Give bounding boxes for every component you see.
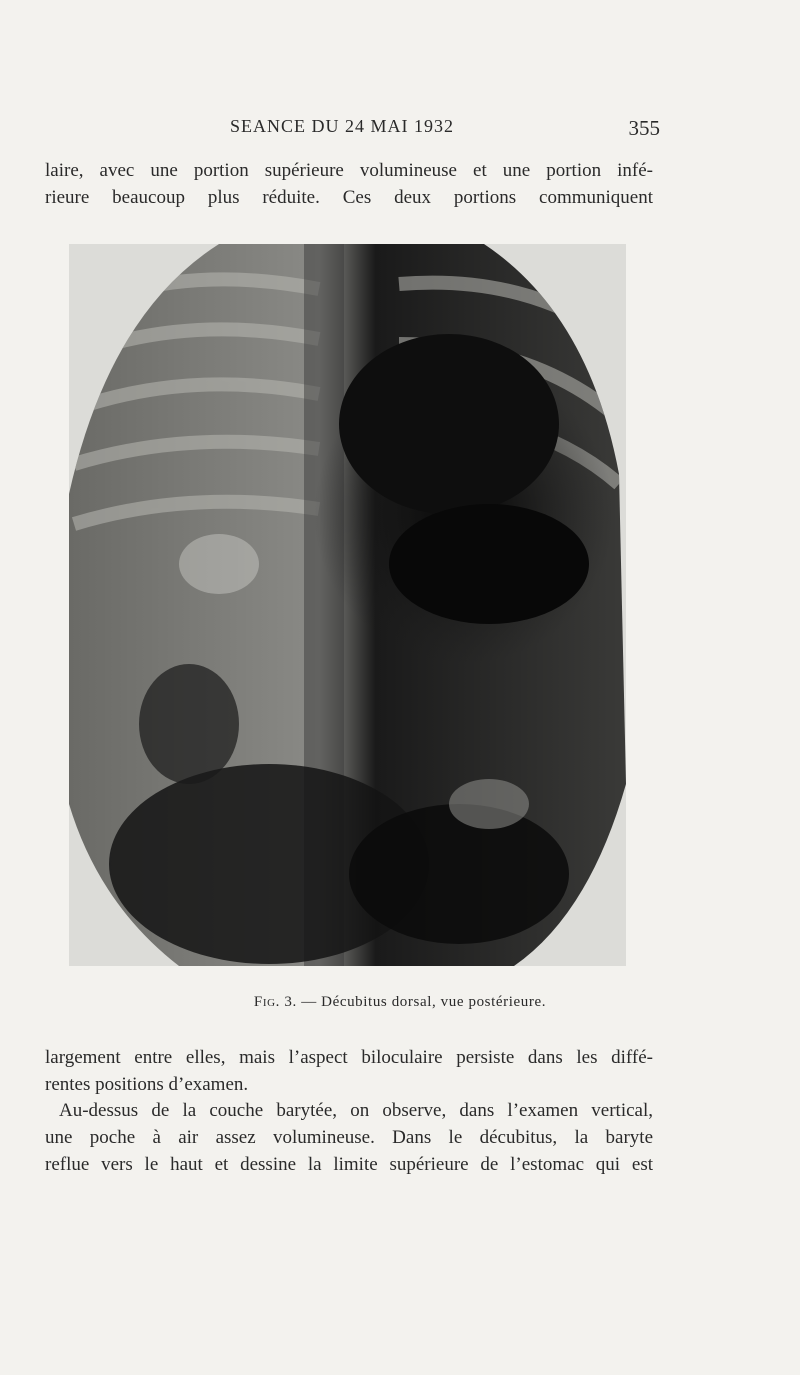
body-paragraph-2 xyxy=(45,1097,653,1178)
xray-figure xyxy=(69,244,626,966)
text-line: reflue vers le haut et dessine la limite supérieure de l’estomac qui est xyxy=(45,1154,653,1175)
body-paragraph-1 xyxy=(45,1044,653,1098)
text-line: rentes positions d’examen. xyxy=(45,1074,249,1095)
header-title: SEANCE DU 24 MAI 1932 xyxy=(230,116,455,136)
figure-caption xyxy=(0,994,800,1011)
text-line: laire, avec une portion supérieure volumineuse et une portion infé- xyxy=(45,160,653,181)
text-line: largement entre elles, mais l’aspect biloculaire persiste dans les diffé- xyxy=(45,1047,653,1068)
text-line: une poche à air assez volumineuse. Dans le décubitus, la baryte xyxy=(45,1127,653,1148)
top-paragraph xyxy=(45,157,653,211)
page-number: 355 xyxy=(628,116,660,140)
text-line: Au-dessus de la couche barytée, on observe, dans l’examen vertical, xyxy=(59,1100,653,1121)
text-line: rieure beaucoup plus réduite. Ces deux portions communiquent xyxy=(45,187,653,208)
xray-image xyxy=(69,244,626,966)
figure-label: Fig. 3. xyxy=(253,994,297,1010)
figure-caption-text: — Décubitus dorsal, vue postérieure. xyxy=(301,994,547,1010)
